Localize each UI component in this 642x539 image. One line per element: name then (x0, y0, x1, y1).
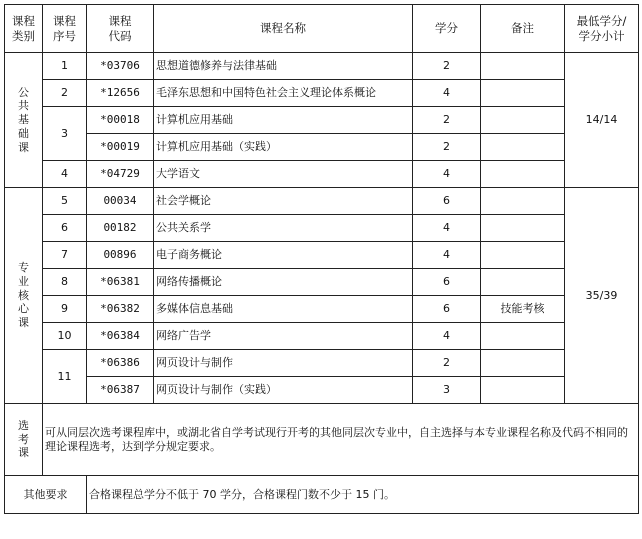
credit-cell: 4 (413, 242, 481, 269)
seq-cell: 4 (43, 161, 87, 188)
header-credit: 学分 (413, 5, 481, 53)
seq-cell: 3 (43, 107, 87, 161)
code-cell: 00896 (87, 242, 154, 269)
seq-cell: 9 (43, 296, 87, 323)
subtotal-core: 35/39 (565, 188, 639, 404)
other-requirements-text: 合格课程总学分不低于 70 学分，合格课程门数不少于 15 门。 (87, 476, 639, 514)
credit-cell: 4 (413, 215, 481, 242)
code-cell: 00182 (87, 215, 154, 242)
course-name-cell: 电子商务概论 (154, 242, 413, 269)
credit-cell: 6 (413, 296, 481, 323)
table-row (5, 215, 639, 242)
code-cell: *12656 (87, 80, 154, 107)
seq-cell: 6 (43, 215, 87, 242)
credit-cell: 2 (413, 350, 481, 377)
table-row (5, 80, 639, 107)
credit-cell: 4 (413, 161, 481, 188)
code-cell: *06382 (87, 296, 154, 323)
table-row (5, 296, 639, 323)
other-requirements-row (5, 476, 639, 514)
course-name-cell: 网络传播概论 (154, 269, 413, 296)
header-seq: 课程 序号 (43, 5, 87, 53)
elective-description: 可从同层次选考课程库中，或湖北省自学考试现行开考的其他同层次专业中，自主选择与本专业课程名称及代码不相同的理论课程选考，达到学分规定要求。 (43, 404, 639, 476)
course-name-cell: 网络广告学 (154, 323, 413, 350)
seq-cell: 2 (43, 80, 87, 107)
code-cell: *06384 (87, 323, 154, 350)
credit-cell: 4 (413, 323, 481, 350)
note-cell (481, 107, 565, 134)
code-cell: *06387 (87, 377, 154, 404)
credit-cell: 2 (413, 134, 481, 161)
course-name-cell: 多媒体信息基础 (154, 296, 413, 323)
note-cell (481, 323, 565, 350)
header-min-credit: 最低学分/ 学分小计 (565, 5, 639, 53)
note-cell (481, 269, 565, 296)
course-name-cell: 网页设计与制作（实践） (154, 377, 413, 404)
seq-cell: 8 (43, 269, 87, 296)
course-name-cell: 公共关系学 (154, 215, 413, 242)
other-requirements-label: 其他要求 (5, 476, 87, 514)
subtotal-public: 14/14 (565, 53, 639, 188)
code-cell: *00019 (87, 134, 154, 161)
credit-cell: 4 (413, 80, 481, 107)
category-elective: 选 考 课 (5, 404, 43, 476)
seq-cell: 10 (43, 323, 87, 350)
table-row (5, 269, 639, 296)
seq-cell: 7 (43, 242, 87, 269)
course-name-cell: 计算机应用基础 (154, 107, 413, 134)
header-category: 课程 类别 (5, 5, 43, 53)
header-name: 课程名称 (154, 5, 413, 53)
seq-cell: 11 (43, 350, 87, 404)
table-row (5, 188, 639, 215)
table-row (5, 377, 639, 404)
course-name-cell: 计算机应用基础（实践） (154, 134, 413, 161)
credit-cell: 6 (413, 269, 481, 296)
table-row (5, 323, 639, 350)
note-cell (481, 242, 565, 269)
note-cell (481, 53, 565, 80)
course-name-cell: 毛泽东思想和中国特色社会主义理论体系概论 (154, 80, 413, 107)
credit-cell: 2 (413, 107, 481, 134)
table-row (5, 350, 639, 377)
credit-cell: 6 (413, 188, 481, 215)
curriculum-table (4, 4, 639, 514)
elective-row (5, 404, 639, 476)
header-row (5, 5, 639, 53)
table-row (5, 107, 639, 134)
note-cell (481, 161, 565, 188)
credit-cell: 2 (413, 53, 481, 80)
table-row (5, 53, 639, 80)
code-cell: *06386 (87, 350, 154, 377)
header-note: 备注 (481, 5, 565, 53)
course-name-cell: 思想道德修养与法律基础 (154, 53, 413, 80)
course-name-cell: 大学语文 (154, 161, 413, 188)
note-cell-skill-assessment: 技能考核 (481, 296, 565, 323)
code-cell: 00034 (87, 188, 154, 215)
code-cell: *00018 (87, 107, 154, 134)
seq-cell: 5 (43, 188, 87, 215)
category-core: 专 业 核 心 课 (5, 188, 43, 404)
note-cell (481, 377, 565, 404)
code-cell: *03706 (87, 53, 154, 80)
course-name-cell: 社会学概论 (154, 188, 413, 215)
note-cell (481, 80, 565, 107)
seq-cell: 1 (43, 53, 87, 80)
table-row (5, 134, 639, 161)
note-cell (481, 215, 565, 242)
category-public: 公 共 基 础 课 (5, 53, 43, 188)
table-row (5, 161, 639, 188)
note-cell (481, 134, 565, 161)
note-cell (481, 350, 565, 377)
header-code: 课程 代码 (87, 5, 154, 53)
course-name-cell: 网页设计与制作 (154, 350, 413, 377)
table-row (5, 242, 639, 269)
credit-cell: 3 (413, 377, 481, 404)
code-cell: *06381 (87, 269, 154, 296)
code-cell: *04729 (87, 161, 154, 188)
note-cell (481, 188, 565, 215)
